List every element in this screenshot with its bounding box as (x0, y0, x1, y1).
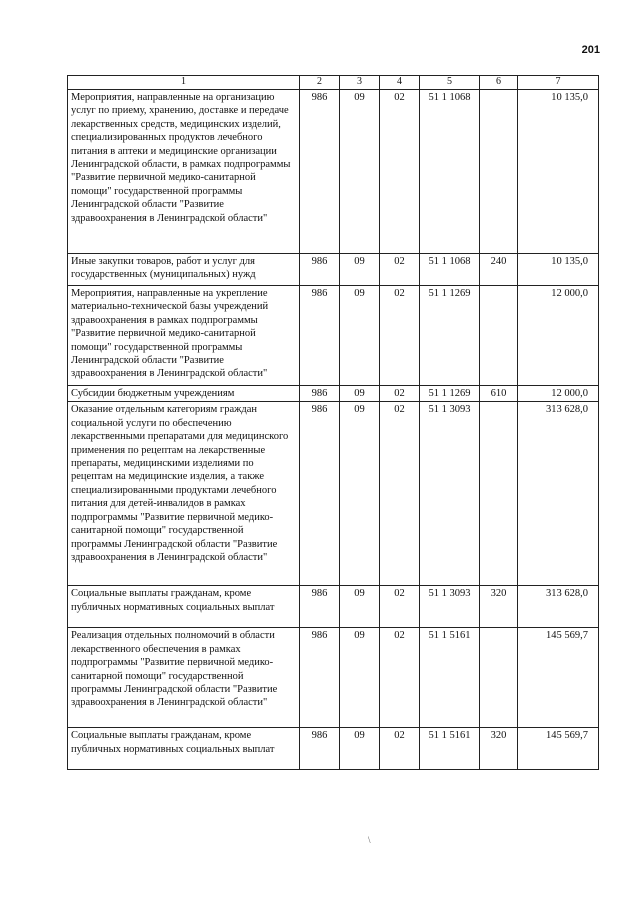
table-row (68, 628, 599, 728)
row-ministry: 986 (300, 89, 340, 253)
row-target: 51 1 5161 (420, 628, 480, 728)
column-header: 5 (420, 76, 480, 90)
row-section: 09 (340, 253, 380, 285)
row-amount: 10 135,0 (518, 89, 599, 253)
row-ministry: 986 (300, 385, 340, 401)
column-header: 4 (380, 76, 420, 90)
row-amount: 145 569,7 (518, 628, 599, 728)
table-row (68, 586, 599, 628)
row-amount: 313 628,0 (518, 402, 599, 586)
row-section: 09 (340, 728, 380, 770)
row-expense (480, 402, 518, 586)
row-expense (480, 285, 518, 385)
table-row (68, 89, 599, 253)
column-header: 6 (480, 76, 518, 90)
row-amount: 12 000,0 (518, 285, 599, 385)
row-subsection: 02 (380, 628, 420, 728)
table-row (68, 285, 599, 385)
column-header: 3 (340, 76, 380, 90)
column-header: 1 (68, 76, 300, 90)
row-ministry: 986 (300, 253, 340, 285)
row-expense: 320 (480, 728, 518, 770)
row-section: 09 (340, 628, 380, 728)
row-subsection: 02 (380, 285, 420, 385)
row-subsection: 02 (380, 728, 420, 770)
row-subsection: 02 (380, 89, 420, 253)
row-name: Мероприятия, направленные на укрепление материально-технической базы учреждений здравоохранения в рамках подпрограммы "Развитие первичной медико-санитарной помощи" государственной программы Ленинградской области "Развитие здравоохранения в Ленинградской области" (68, 285, 300, 385)
page-number: 201 (581, 44, 600, 56)
row-amount: 145 569,7 (518, 728, 599, 770)
row-ministry: 986 (300, 628, 340, 728)
row-target: 51 1 1269 (420, 285, 480, 385)
row-subsection: 02 (380, 402, 420, 586)
row-expense (480, 89, 518, 253)
row-section: 09 (340, 89, 380, 253)
column-header: 2 (300, 76, 340, 90)
row-ministry: 986 (300, 728, 340, 770)
table-row (68, 253, 599, 285)
column-header: 7 (518, 76, 599, 90)
row-section: 09 (340, 586, 380, 628)
table-header-row (68, 76, 599, 90)
row-name: Иные закупки товаров, работ и услуг для государственных (муниципальных) нужд (68, 253, 300, 285)
table-row (68, 402, 599, 586)
row-ministry: 986 (300, 402, 340, 586)
row-target: 51 1 1269 (420, 385, 480, 401)
row-target: 51 1 3093 (420, 586, 480, 628)
row-ministry: 986 (300, 586, 340, 628)
row-amount: 12 000,0 (518, 385, 599, 401)
table-row (68, 728, 599, 770)
row-section: 09 (340, 285, 380, 385)
row-name: Социальные выплаты гражданам, кроме публичных нормативных социальных выплат (68, 586, 300, 628)
row-expense: 240 (480, 253, 518, 285)
row-amount: 10 135,0 (518, 253, 599, 285)
row-name: Реализация отдельных полномочий в области лекарственного обеспечения в рамках подпрограммы "Развитие первичной медико-санитарной помощи" государственной программы Ленинградской области "Развитие здравоохранения в Ленинградской области" (68, 628, 300, 728)
row-section: 09 (340, 385, 380, 401)
row-expense (480, 628, 518, 728)
footer-mark: \ (368, 835, 371, 845)
row-name: Социальные выплаты гражданам, кроме публичных нормативных социальных выплат (68, 728, 300, 770)
row-name: Субсидии бюджетным учреждениям (68, 385, 300, 401)
row-section: 09 (340, 402, 380, 586)
row-expense: 610 (480, 385, 518, 401)
row-ministry: 986 (300, 285, 340, 385)
row-subsection: 02 (380, 586, 420, 628)
table-row (68, 385, 599, 401)
row-name: Мероприятия, направленные на организацию услуг по приему, хранению, доставке и передаче лекарственных средств, медицинских изделий, специализированных продуктов лечебного питания в аптеки и медицинские организации Ленинградской области, в рамках подпрограммы "Развитие первичной медико-санитарной помощи" государственной программы Ленинградской области "Развитие здравоохранения в Ленинградской области" (68, 89, 300, 253)
row-name: Оказание отдельным категориям граждан социальной услуги по обеспечению лекарственными препаратами для медицинского применения по рецептам на лекарственные препараты, медицинскими изделиями по рецептам на медицинские изделия, а также специализированными продуктами лечебного питания для детей-инвалидов в рамках подпрограммы "Развитие первичной медико-санитарной помощи" государственной программы Ленинградской области "Развитие здравоохранения в Ленинградской области" (68, 402, 300, 586)
budget-table (67, 75, 599, 770)
row-subsection: 02 (380, 385, 420, 401)
row-target: 51 1 5161 (420, 728, 480, 770)
row-expense: 320 (480, 586, 518, 628)
row-target: 51 1 3093 (420, 402, 480, 586)
row-amount: 313 628,0 (518, 586, 599, 628)
row-subsection: 02 (380, 253, 420, 285)
row-target: 51 1 1068 (420, 89, 480, 253)
row-target: 51 1 1068 (420, 253, 480, 285)
